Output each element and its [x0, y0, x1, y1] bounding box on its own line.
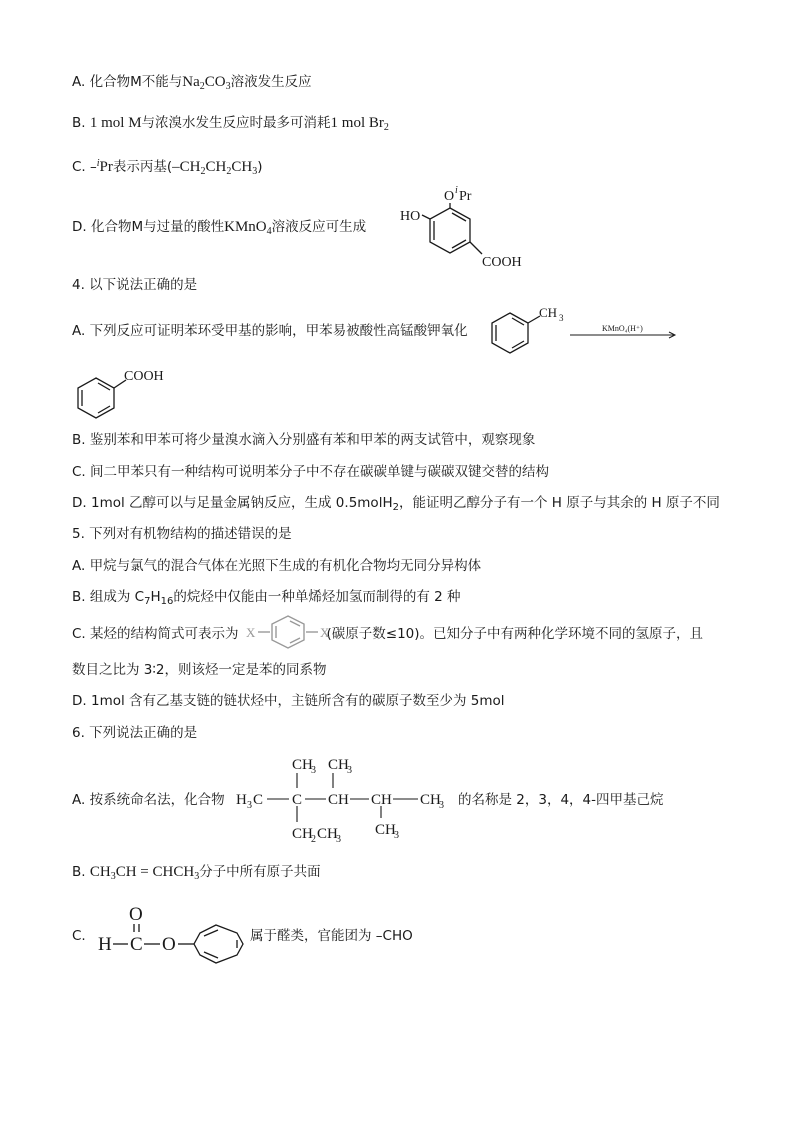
q6-option-a-name: 的名称是 2，3，4，4-四甲基己烷	[458, 792, 664, 808]
subscript: 3	[252, 166, 258, 177]
formula: Na	[182, 74, 200, 90]
subscript: 3	[347, 765, 352, 776]
option-text: 的烷烃中仅能由一种单烯烃加氢而制得的有 2 种	[173, 589, 461, 605]
q4-option-c: C. 间二甲苯只有一种结构可说明苯分子中不存在碳碳单键与碳碳双键交替的结构	[72, 464, 550, 480]
ch-label: CH	[371, 792, 392, 808]
ch3-label: CH	[539, 305, 558, 320]
structure-para-disubstituted-benzene	[244, 614, 334, 650]
q6-option-c-label: C.	[72, 928, 86, 944]
i-sup: i	[455, 185, 458, 196]
option-label: B.	[72, 864, 90, 880]
formula: 1 mol Br	[330, 115, 384, 131]
formula: CH = CHCH	[115, 864, 195, 880]
formula: CH	[205, 159, 227, 175]
option-text: D. 化合物M与过量的酸性	[72, 219, 225, 235]
subscript: 2	[311, 834, 316, 845]
pr-label: Pr	[459, 189, 472, 204]
x-label: X	[320, 625, 330, 640]
subscript: 3	[311, 765, 316, 776]
benzene-ring	[258, 616, 318, 648]
option-text: 分子中所有原子共面	[199, 864, 321, 880]
subscript: 2	[383, 122, 389, 133]
q6-option-a	[72, 791, 225, 809]
ch3-label: CH	[292, 757, 313, 773]
option-text: A. 化合物M不能与	[72, 74, 183, 90]
question-4-stem: 4. 以下说法正确的是	[72, 277, 198, 293]
option-text: 溶液反应可生成	[271, 219, 367, 235]
benzene-ring	[422, 203, 482, 254]
q3-option-d	[72, 218, 366, 241]
q5-option-b	[72, 588, 461, 611]
subscript: 3	[336, 834, 341, 845]
ch-label: CH	[328, 792, 349, 808]
formula: H	[150, 589, 161, 605]
benzene-ring	[492, 313, 540, 353]
subscript: 2	[392, 502, 399, 513]
ch3-label: CH	[420, 792, 441, 808]
option-text: A. 按系统命名法，化合物	[72, 792, 225, 808]
subscript: 3	[225, 81, 231, 92]
ch3-label: CH	[317, 826, 338, 842]
option-text: ，能证明乙醇分子有一个 H 原子与其余的 H 原子不同	[398, 495, 720, 511]
ch2-label: CH	[292, 826, 313, 842]
option-text: )	[257, 159, 263, 175]
h-label: H	[98, 934, 112, 955]
subscript: 3	[559, 313, 564, 323]
option-text: A. 下列反应可证明苯环受甲基的影响，甲苯易被酸性高锰酸钾氧化	[72, 323, 468, 339]
option-text: D. 1mol 乙醇可以与足量金属钠反应，生成 0.5molH	[72, 495, 393, 511]
option-label: B.	[72, 115, 90, 131]
q4-option-a	[72, 322, 468, 340]
structure-tetramethylhexane	[236, 752, 458, 844]
structure-toluene	[484, 303, 564, 358]
option-label: C. –	[72, 159, 97, 175]
q3-option-c	[72, 155, 262, 181]
question-5-stem: 5. 下列对有机物结构的描述错误的是	[72, 526, 292, 542]
c-label: C	[292, 792, 303, 808]
x-label: X	[246, 625, 256, 640]
option-text: 溶液发生反应	[230, 74, 312, 90]
option-text: C. 某烃的结构简式可表示为	[72, 626, 239, 642]
subscript: 3	[194, 871, 200, 882]
subscript: 7	[144, 596, 151, 607]
o-label: O	[162, 934, 176, 955]
formula: 1 mol M	[89, 115, 142, 131]
cooh-label: COOH	[124, 369, 164, 384]
q4-option-b: B. 鉴别苯和甲苯可将少量溴水滴入分别盛有苯和甲苯的两支试管中，观察现象	[72, 432, 536, 448]
subscript: 3	[394, 830, 399, 841]
q5-option-c-line2: 数目之比为 3∶2，则该烃一定是苯的同系物	[72, 662, 327, 678]
subscript: 4	[266, 226, 272, 237]
q3-option-a	[72, 73, 312, 96]
formula: CH	[89, 864, 111, 880]
subscript: 2	[199, 81, 205, 92]
option-text: 与浓溴水发生反应时最多可消耗	[141, 115, 331, 131]
q6-option-b	[72, 863, 321, 886]
q5-option-c	[72, 625, 703, 643]
q5-option-a: A. 甲烷与氯气的混合气体在光照下生成的有机化合物均无同分异构体	[72, 558, 482, 574]
structure-isopropoxy-hydroxybenzoic-acid	[394, 186, 534, 271]
reaction-arrow	[570, 322, 680, 342]
formula: KMnO	[224, 219, 267, 235]
formula: –CH	[172, 159, 201, 175]
option-text: B. 组成为 C	[72, 589, 145, 605]
cooh-label: COOH	[482, 255, 522, 270]
o-label: O	[129, 904, 143, 925]
question-6-stem: 6. 下列说法正确的是	[72, 725, 198, 741]
subscript: 3	[439, 800, 444, 811]
formula: CH	[231, 159, 253, 175]
q5-option-d: D. 1mol 含有乙基支链的链状烃中，主链所含有的碳原子数至少为 5mol	[72, 693, 505, 709]
structure-benzoic-acid	[72, 364, 182, 419]
subscript: 3	[110, 871, 116, 882]
superscript: i	[96, 158, 100, 169]
q4-option-d	[72, 494, 720, 517]
subscript: 3	[247, 800, 252, 811]
h3c-label: H	[236, 792, 247, 808]
subscript: 2	[226, 166, 232, 177]
benzene-ring	[78, 378, 126, 418]
ch3-label: CH	[328, 757, 349, 773]
subscript: 2	[200, 166, 206, 177]
option-text: 表示丙基(	[112, 159, 173, 175]
benzene-ring	[204, 930, 237, 958]
reagent-label: KMnO₄(H⁺)	[602, 324, 643, 333]
option-text: (碳原子数≤10)。已知分子中有两种化学环境不同的氢原子，且	[326, 626, 704, 642]
ch3-label: CH	[375, 822, 396, 838]
ho-label: HO	[400, 209, 421, 224]
svg-text:C: C	[253, 792, 264, 808]
formula: CO	[204, 74, 226, 90]
o-label: O	[444, 189, 455, 204]
q6-option-c-text: 属于醛类，官能团为 –CHO	[250, 928, 413, 944]
c-label: C	[130, 934, 143, 955]
structure-phenyl-formate	[96, 900, 256, 970]
q3-option-b	[72, 114, 389, 137]
formula: Pr	[99, 159, 113, 175]
subscript: 16	[160, 596, 174, 607]
